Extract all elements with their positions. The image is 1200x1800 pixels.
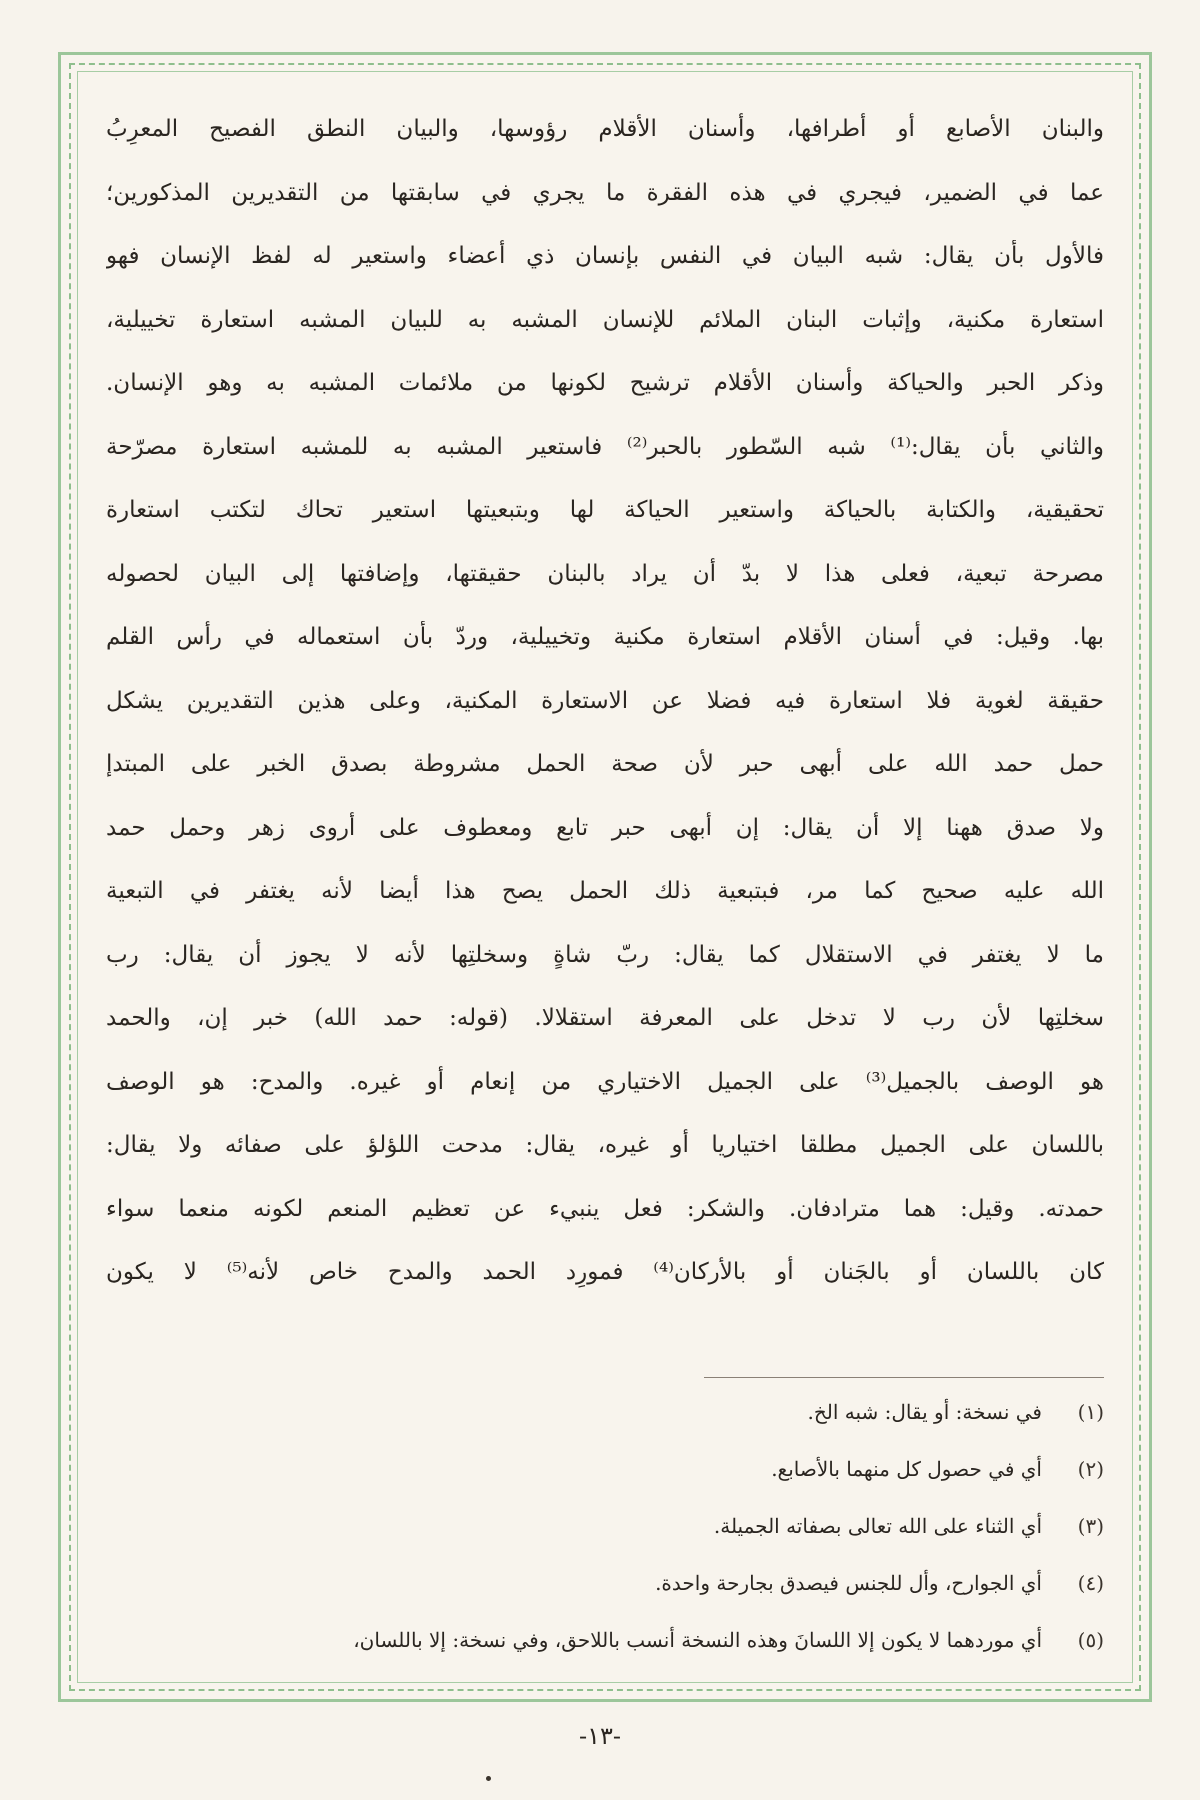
text-line: حمل حمد الله على أبهى حبر لأن صحة الحمل مشروطة بصدق الخبر على المبتدإ	[106, 751, 1104, 777]
footnote-separator	[704, 1377, 1104, 1378]
text-line: والثاني بأن يقال:⁽¹⁾ شبه السّطور بالحبر⁽²⁾ فاستعير المشبه به للمشبه استعارة مصرّحة	[106, 433, 1104, 460]
footnote-number: (٤)	[1077, 1571, 1104, 1595]
text-line: تحقيقية، والكتابة بالحياكة واستعير الحياكة لها وبتبعيتها استعير تحاك لتكتب استعارة	[106, 497, 1104, 523]
footnote-number: (٢)	[1077, 1457, 1104, 1481]
footnotes-list	[106, 1399, 1104, 1684]
text-line: باللسان على الجميل مطلقا اختياريا أو غيره، يقال: مدحت اللؤلؤ على صفائه ولا يقال:	[106, 1132, 1104, 1158]
footnote-text: أي الثناء على الله تعالى بصفاته الجميلة.	[713, 1514, 1042, 1538]
text-line: الله عليه صحيح كما مر، فبتبعية ذلك الحمل يصح هذا أيضا لأنه يغتفر في التبعية	[106, 878, 1104, 904]
main-text-block	[106, 113, 1104, 1320]
footnote-number: (٣)	[1077, 1514, 1104, 1538]
print-dot	[486, 1776, 491, 1781]
text-line: حقيقة لغوية فلا استعارة فيه فضلا عن الاستعارة المكنية، وعلى هذين التقديرين يشكل	[106, 687, 1104, 714]
text-line: فالأول بأن يقال: شبه البيان في النفس بإنسان ذي أعضاء واستعير له لفظ الإنسان فهو	[106, 243, 1104, 269]
ornamental-page-border	[58, 52, 1152, 1702]
text-line: عما في الضمير، فيجري في هذه الفقرة ما يجري في سابقتها من التقديرين المذكورين؛	[106, 179, 1104, 206]
text-line: استعارة مكنية، وإثبات البنان الملائم للإنسان المشبه به للبيان المشبه استعارة تخييلية،	[106, 306, 1104, 333]
footnote-item	[106, 1513, 1104, 1570]
footnote-item	[106, 1570, 1104, 1627]
text-line: سخلتِها لأن رب لا تدخل على المعرفة استقلالا. (قوله: حمد الله) خبر إن، والحمد	[106, 1005, 1104, 1031]
footnote-number: (١)	[1077, 1400, 1104, 1424]
text-line: والبنان الأصابع أو أطرافها، وأسنان الأقلام رؤوسها، والبيان النطق الفصيح المعرِبُ	[106, 116, 1104, 142]
footnote-text: أي الجوارح، وأل للجنس فيصدق بجارحة واحدة.	[655, 1571, 1042, 1595]
text-line: كان باللسان أو بالجَنان أو بالأركان⁽⁴⁾ فمورِد الحمد والمدح خاص لأنه⁽⁵⁾ لا يكون	[106, 1259, 1104, 1285]
footnote-text: أي موردهما لا يكون إلا اللسانَ وهذه النسخة أنسب باللاحق، وفي نسخة: إلا باللسان،	[353, 1628, 1042, 1652]
text-line: مصرحة تبعية، فعلى هذا لا بدّ أن يراد بالبنان حقيقتها، وإضافتها إلى البيان لحصوله	[106, 560, 1104, 587]
footnote-item	[106, 1627, 1104, 1684]
text-line: ما لا يغتفر في الاستقلال كما يقال: ربّ شاةٍ وسخلتِها لأنه لا يجوز أن يقال: رب	[106, 941, 1104, 968]
footnote-item	[106, 1399, 1104, 1456]
footnote-number: (٥)	[1077, 1628, 1104, 1652]
footnote-text: في نسخة: أو يقال: شبه الخ.	[807, 1400, 1042, 1424]
text-line: وذكر الحبر والحياكة وأسنان الأقلام ترشيح لكونها من ملائمات المشبه به وهو الإنسان.	[106, 370, 1104, 396]
page-number: -١٣-	[579, 1722, 621, 1750]
text-line: حمدته. وقيل: هما مترادفان. والشكر: فعل ينبيء عن تعظيم المنعم لكونه منعما سواء	[106, 1195, 1104, 1222]
footnote-item	[106, 1456, 1104, 1513]
text-line: ولا صدق ههنا إلا أن يقال: إن أبهى حبر تابع ومعطوف على أروى زهر وحمل حمد	[106, 814, 1104, 841]
text-line: هو الوصف بالجميل⁽³⁾ على الجميل الاختياري من إنعام أو غيره. والمدح: هو الوصف	[106, 1068, 1104, 1095]
text-line: بها. وقيل: في أسنان الأقلام استعارة مكنية وتخييلية، وردّ بأن استعماله في رأس القلم	[106, 624, 1104, 650]
footnote-text: أي في حصول كل منهما بالأصابع.	[771, 1457, 1042, 1481]
